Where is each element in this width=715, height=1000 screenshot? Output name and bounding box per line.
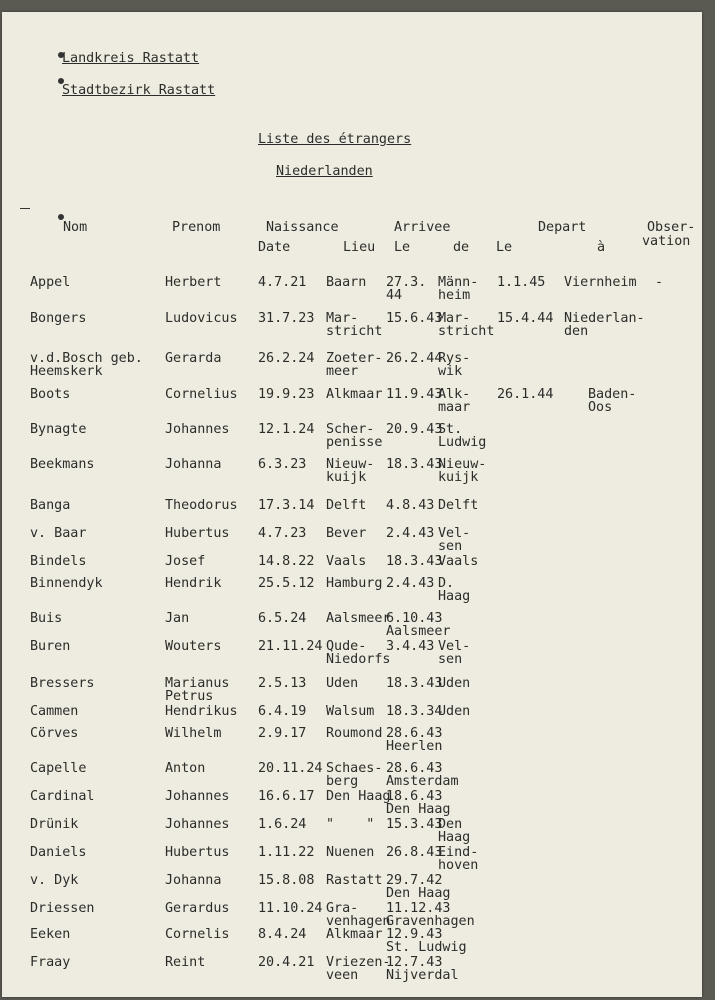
entry-name: Daniels — [30, 845, 87, 860]
entry-first-name: Gerarda — [165, 351, 222, 366]
entry-name: Bongers — [30, 311, 87, 326]
entry-arrival-from: Alk- maar — [438, 387, 471, 415]
entry-arrival-date: 2.4.43 — [386, 576, 435, 591]
column-header-observation: Obser- — [647, 220, 696, 235]
entry-arrival-date: 28.6.43 Amsterdam — [386, 761, 459, 789]
entry-birth-date: 6.3.23 — [258, 457, 307, 472]
entry-departure-date: 26.1.44 — [497, 387, 554, 402]
entry-arrival-date: 27.3. 44 — [386, 275, 427, 303]
entry-first-name: Johannes — [165, 789, 230, 804]
entry-arrival-from: Eind- hoven — [438, 845, 479, 873]
entry-arrival-from: Männ- heim — [438, 275, 479, 303]
entry-birth-place: Vaals — [326, 554, 367, 569]
entry-birth-place: Nuenen — [326, 845, 375, 860]
entry-arrival-date: 6.10.43 Aalsmeer — [386, 611, 451, 639]
entry-arrival-from: Vaals — [438, 554, 479, 569]
entry-name: Boots — [30, 387, 71, 402]
entry-name: Buren — [30, 639, 71, 654]
entry-arrival-date: 29.7.42 Den Haag — [386, 873, 451, 901]
entry-birth-date: 17.3.14 — [258, 498, 315, 513]
entry-first-name: Wilhelm — [165, 726, 222, 741]
entry-birth-date: 4.7.21 — [258, 275, 307, 290]
column-subheader-departure-to: à — [597, 240, 606, 255]
entry-first-name: Anton — [165, 761, 206, 776]
column-subheader-departure-date: Le — [496, 240, 513, 255]
entry-first-name: Hubertus — [165, 845, 230, 860]
entry-arrival-from: Uden — [438, 704, 471, 719]
entry-birth-place: Rastatt — [326, 873, 383, 888]
entry-arrival-from: Den Haag — [438, 817, 471, 845]
entry-arrival-date: 12.7.43 Nijverdal — [386, 955, 459, 983]
entry-arrival-date: 18.3.43 — [386, 676, 443, 691]
entry-arrival-date: 26.8.43 — [386, 845, 443, 860]
entry-name: Bynagte — [30, 422, 87, 437]
entry-departure-to: Niederlan- den — [564, 311, 645, 339]
entry-first-name: Johannes — [165, 817, 230, 832]
entry-name: Fraay — [30, 955, 71, 970]
entry-name: v. Baar — [30, 526, 87, 541]
entry-birth-date: 2.5.13 — [258, 676, 307, 691]
entry-first-name: Theodorus — [165, 498, 238, 513]
entry-first-name: Reint — [165, 955, 206, 970]
entry-birth-place: Qude- Niedorfs — [326, 639, 391, 667]
entry-first-name: Cornelis — [165, 927, 230, 942]
column-header-arrivee: Arrivee — [394, 220, 451, 235]
subdistrict-heading: Stadtbezirk Rastatt — [62, 83, 216, 98]
entry-name: Bressers — [30, 676, 95, 691]
entry-arrival-date: 20.9.43 — [386, 422, 443, 437]
entry-birth-place: Alkmaar — [326, 387, 383, 402]
entry-arrival-date: 15.3.43 — [386, 817, 443, 832]
entry-name: Drünik — [30, 817, 79, 832]
document-title: Liste des étrangers — [258, 132, 412, 147]
entry-name: Capelle — [30, 761, 87, 776]
entry-birth-place: Uden — [326, 676, 359, 691]
entry-birth-date: 4.7.23 — [258, 526, 307, 541]
entry-arrival-date: 18.6.43 Den Haag — [386, 789, 451, 817]
column-header-observation: vation — [642, 234, 691, 249]
entry-birth-place: " " — [326, 817, 375, 832]
entry-birth-place: Baarn — [326, 275, 367, 290]
entry-birth-date: 2.9.17 — [258, 726, 307, 741]
entry-first-name: Johanna — [165, 873, 222, 888]
entry-name: Binnendyk — [30, 576, 103, 591]
entry-birth-place: Vriezen- veen — [326, 955, 391, 983]
entry-name: Cammen — [30, 704, 79, 719]
entry-birth-date: 1.6.24 — [258, 817, 307, 832]
entry-birth-date: 19.9.23 — [258, 387, 315, 402]
entry-departure-date: 15.4.44 — [497, 311, 554, 326]
entry-birth-date: 12.1.24 — [258, 422, 315, 437]
entry-first-name: Johannes — [165, 422, 230, 437]
entry-name: v.d.Bosch geb. Heemskerk — [30, 351, 143, 379]
entry-name: Appel — [30, 275, 71, 290]
entry-birth-date: 21.11.24 — [258, 639, 323, 654]
entry-arrival-from: St. Ludwig — [438, 422, 487, 450]
entry-birth-place: Aalsmeer — [326, 611, 391, 626]
entry-first-name: Josef — [165, 554, 206, 569]
entry-birth-date: 14.8.22 — [258, 554, 315, 569]
entry-name: Beekmans — [30, 457, 95, 472]
entry-birth-place: Den Haag — [326, 789, 391, 804]
entry-birth-date: 15.8.08 — [258, 873, 315, 888]
column-subheader-date: Date — [258, 240, 291, 255]
entry-name: Bindels — [30, 554, 87, 569]
entry-birth-date: 16.6.17 — [258, 789, 315, 804]
entry-name: v. Dyk — [30, 873, 79, 888]
margin-dash — [20, 208, 30, 209]
entry-birth-place: Hamburg — [326, 576, 383, 591]
entry-birth-place: Zoeter- meer — [326, 351, 383, 379]
entry-birth-date: 20.11.24 — [258, 761, 323, 776]
entry-name: Banga — [30, 498, 71, 513]
entry-birth-date: 1.11.22 — [258, 845, 315, 860]
entry-birth-place: Gra- venhagen — [326, 901, 391, 929]
entry-arrival-date: 2.4.43 — [386, 526, 435, 541]
entry-birth-place: Alkmaar — [326, 927, 383, 942]
entry-birth-place: Bever — [326, 526, 367, 541]
entry-arrival-date: 18.3.34 — [386, 704, 443, 719]
entry-departure-date: 1.1.45 — [497, 275, 546, 290]
entry-arrival-date: 11.12.43 Gravenhagen — [386, 901, 475, 929]
entry-arrival-from: Mar- stricht — [438, 311, 495, 339]
entry-observation: - — [655, 275, 664, 290]
entry-birth-date: 6.4.19 — [258, 704, 307, 719]
entry-arrival-from: Nieuw- kuijk — [438, 457, 487, 485]
entry-birth-place: Walsum — [326, 704, 375, 719]
entry-first-name: Gerardus — [165, 901, 230, 916]
entry-name: Eeken — [30, 927, 71, 942]
entry-birth-date: 11.10.24 — [258, 901, 323, 916]
entry-arrival-date: 26.2.44 — [386, 351, 443, 366]
entry-arrival-date: 3.4.43 — [386, 639, 435, 654]
entry-first-name: Marianus Petrus — [165, 676, 230, 704]
entry-observation: Baden- Oos — [588, 387, 637, 415]
entry-arrival-from: Vel- sen — [438, 526, 471, 554]
entry-birth-place: Roumond — [326, 726, 383, 741]
entry-first-name: Herbert — [165, 275, 222, 290]
entry-birth-place: Delft — [326, 498, 367, 513]
entry-arrival-from: Vel- sen — [438, 639, 471, 667]
entry-name: Buis — [30, 611, 63, 626]
entry-first-name: Jan — [165, 611, 190, 626]
entry-name: Driessen — [30, 901, 95, 916]
entry-first-name: Ludovicus — [165, 311, 238, 326]
entry-birth-place: Schaes- berg — [326, 761, 383, 789]
column-header-depart: Depart — [538, 220, 587, 235]
country-heading: Niederlanden — [276, 164, 373, 179]
district-heading: Landkreis Rastatt — [62, 51, 200, 66]
column-subheader-arrival-date: Le — [394, 240, 411, 255]
entry-first-name: Hendrik — [165, 576, 222, 591]
entry-first-name: Cornelius — [165, 387, 238, 402]
entry-first-name: Hendrikus — [165, 704, 238, 719]
entry-birth-date: 26.2.24 — [258, 351, 315, 366]
entry-arrival-date: 18.3.43 — [386, 554, 443, 569]
column-subheader-arrival-from: de — [453, 240, 470, 255]
entry-first-name: Hubertus — [165, 526, 230, 541]
entry-birth-place: Nieuw- kuijk — [326, 457, 375, 485]
entry-birth-place: Scher- penisse — [326, 422, 383, 450]
entry-arrival-from: D. Haag — [438, 576, 471, 604]
column-subheader-lieu: Lieu — [343, 240, 376, 255]
entry-arrival-date: 15.6.43 — [386, 311, 443, 326]
entry-departure-to: Viernheim — [564, 275, 637, 290]
entry-arrival-date: 4.8.43 — [386, 498, 435, 513]
entry-name: Cörves — [30, 726, 79, 741]
entry-arrival-date: 11.9.43 — [386, 387, 443, 402]
column-header-nom: Nom — [63, 220, 88, 235]
entry-birth-date: 8.4.24 — [258, 927, 307, 942]
entry-first-name: Johanna — [165, 457, 222, 472]
entry-arrival-from: Rys- wik — [438, 351, 471, 379]
entry-arrival-date: 18.3.43 — [386, 457, 443, 472]
column-header-naissance: Naissance — [266, 220, 339, 235]
entry-arrival-date: 12.9.43 St. Ludwig — [386, 927, 467, 955]
entry-arrival-date: 28.6.43 Heerlen — [386, 726, 443, 754]
entry-birth-date: 25.5.12 — [258, 576, 315, 591]
entry-arrival-from: Delft — [438, 498, 479, 513]
entry-arrival-from: Uden — [438, 676, 471, 691]
column-header-prenom: Prenom — [172, 220, 221, 235]
entry-birth-date: 6.5.24 — [258, 611, 307, 626]
entry-name: Cardinal — [30, 789, 95, 804]
entry-birth-place: Mar- stricht — [326, 311, 383, 339]
entry-birth-date: 31.7.23 — [258, 311, 315, 326]
entry-first-name: Wouters — [165, 639, 222, 654]
entry-birth-date: 20.4.21 — [258, 955, 315, 970]
